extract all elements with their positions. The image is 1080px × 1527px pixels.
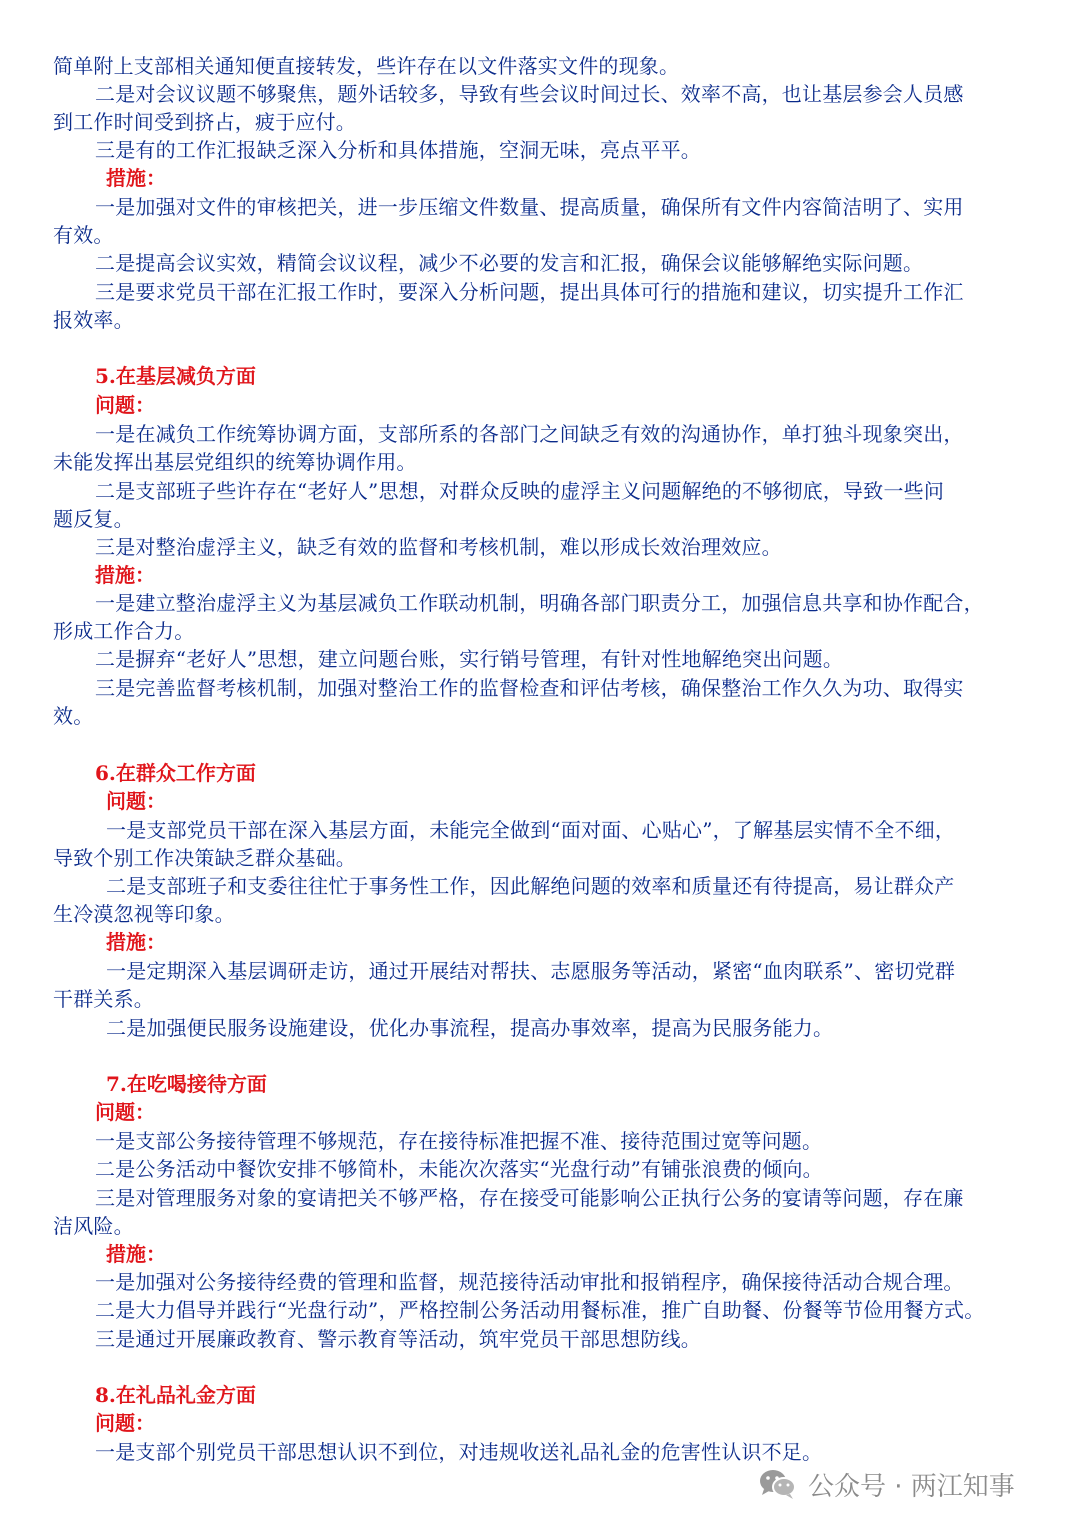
paragraph-line: 一是加强对公务接待经费的管理和监督，规范接待活动审批和报销程序，确保接待活动合规合理。 <box>95 1270 964 1294</box>
paragraph-line: 三是通过开展廉政教育、警示教育等活动，筑牢党员干部思想防线。 <box>95 1327 701 1351</box>
paragraph-line: 三是有的工作汇报缺乏深入分析和具体措施，空洞无味，亮点平平。 <box>95 138 701 162</box>
measures-label: 措施： <box>106 1242 166 1266</box>
paragraph-line: 报效率。 <box>53 308 134 332</box>
problems-label: 问题： <box>95 393 155 417</box>
paragraph-line: 干群关系。 <box>53 987 154 1011</box>
paragraph-line: 一是支部个别党员干部思想认识不到位，对违规收送礼品礼金的危害性认识不足。 <box>95 1440 823 1464</box>
problems-label: 问题： <box>95 1100 155 1124</box>
watermark <box>758 1464 1015 1504</box>
paragraph-line: 二是支部班子些许存在“老好人”思想，对群众反映的虚浮主义问题解绝的不够彻底，导致一些问 <box>95 479 945 503</box>
wechat-icon <box>758 1467 798 1501</box>
paragraph-line: 效。 <box>53 704 94 728</box>
paragraph-line: 三是完善监督考核机制，加强对整治工作的监督检查和评估考核，确保整治工作久久为功、取得实 <box>95 676 964 700</box>
problems-label: 问题： <box>106 789 166 813</box>
paragraph-line: 有效。 <box>53 223 114 247</box>
paragraph-line: 一是在减负工作统筹协调方面，支部所系的各部门之间缺乏有效的沟通协作，单打独斗现象突出， <box>95 422 964 446</box>
paragraph-line: 一是建立整治虚浮主义为基层减负工作联动机制，明确各部门职责分工，加强信息共享和协作配合， <box>95 591 984 615</box>
paragraph-line: 形成工作合力。 <box>53 619 195 643</box>
measures-label: 措施： <box>95 563 155 587</box>
paragraph-line: 二是支部班子和支委往往忙于事务性工作，因此解绝问题的效率和质量还有待提高，易让群众产 <box>106 874 955 898</box>
paragraph-line: 未能发挥出基层党组织的统筹协调作用。 <box>53 450 417 474</box>
problems-label: 问题： <box>95 1411 155 1435</box>
paragraph-line: 一是加强对文件的审核把关，进一步压缩文件数量、提高质量，确保所有文件内容简洁明了、实用 <box>95 195 964 219</box>
paragraph-line: 三是对管理服务对象的宴请把关不够严格，存在接受可能影响公正执行公务的宴请等问题，存在廉 <box>95 1186 964 1210</box>
section-heading: 6.在群众工作方面 <box>95 761 256 785</box>
paragraph-line: 洁风险。 <box>53 1214 134 1238</box>
paragraph-line: 二是提高会议实效，精简会议议程，减少不必要的发言和汇报，确保会议能够解绝实际问题。 <box>95 251 924 275</box>
paragraph-line: 三是要求党员干部在汇报工作时，要深入分析问题，提出具体可行的措施和建议，切实提升工作汇 <box>95 280 964 304</box>
paragraph-line: 二是摒弃“老好人”思想，建立问题台账，实行销号管理，有针对性地解绝突出问题。 <box>95 647 844 671</box>
section-heading: 8.在礼品礼金方面 <box>95 1383 256 1407</box>
paragraph-line: 二是公务活动中餐饮安排不够简朴，未能次次落实“光盘行动”有铺张浪费的倾向。 <box>95 1157 823 1181</box>
paragraph-line: 题反复。 <box>53 507 134 531</box>
paragraph-line: 一是支部党员干部在深入基层方面，未能完全做到“面对面、心贴心”，了解基层实情不全不细， <box>106 818 956 842</box>
paragraph-line: 三是对整治虚浮主义，缺乏有效的监督和考核机制，难以形成长效治理效应。 <box>95 535 782 559</box>
paragraph-line: 二是大力倡导并践行“光盘行动”，严格控制公务活动用餐标准，推广自助餐、份餐等节俭用餐方式。 <box>95 1298 985 1322</box>
watermark-text: 公众号 · 两江知事 <box>808 1471 1015 1502</box>
section-heading: 5.在基层减负方面 <box>95 364 256 388</box>
paragraph-line: 一是定期深入基层调研走访，通过开展结对帮扶、志愿服务等活动，紧密“血肉联系”、密切党群 <box>106 959 956 983</box>
paragraph-line: 一是支部公务接待管理不够规范，存在接待标准把握不准、接待范围过宽等问题。 <box>95 1129 823 1153</box>
measures-label: 措施： <box>106 166 166 190</box>
paragraph-line: 到工作时间受到挤占，疲于应付。 <box>53 110 356 134</box>
paragraph-line: 导致个别工作决策缺乏群众基础。 <box>53 846 356 870</box>
paragraph-line: 二是对会议议题不够聚焦，题外话较多，导致有些会议时间过长、效率不高，也让基层参会人员感 <box>95 82 964 106</box>
section-heading: 7.在吃喝接待方面 <box>106 1072 267 1096</box>
paragraph-line: 简单附上支部相关通知便直接转发，些许存在以文件落实文件的现象。 <box>53 54 680 78</box>
measures-label: 措施： <box>106 930 166 954</box>
paragraph-line: 二是加强便民服务设施建设，优化办事流程，提高办事效率，提高为民服务能力。 <box>106 1016 834 1040</box>
paragraph-line: 生冷漠忽视等印象。 <box>53 902 235 926</box>
